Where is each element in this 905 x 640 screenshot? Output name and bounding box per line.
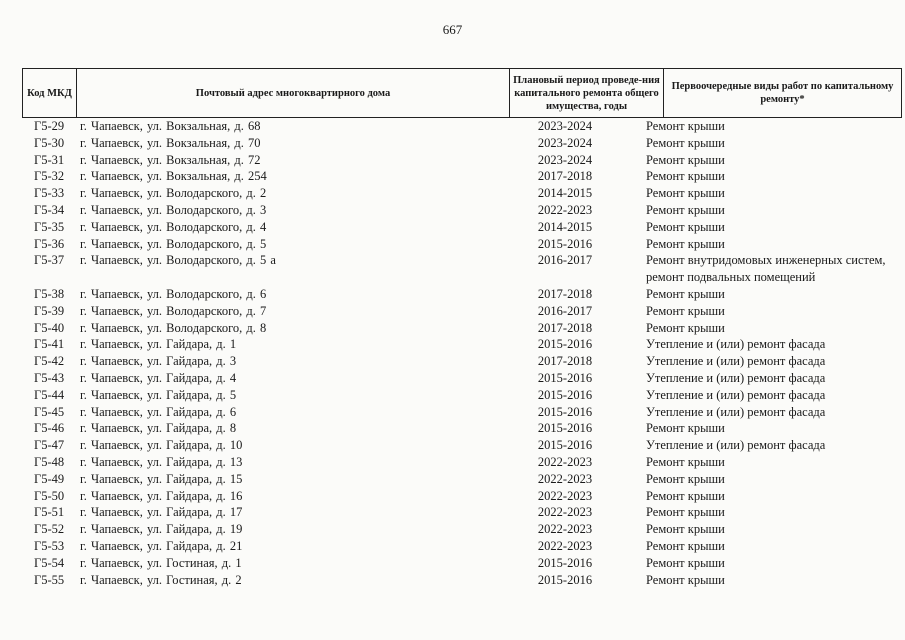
row-address: г. Чапаевск, ул. Гостиная, д. 1: [80, 555, 242, 570]
table-row: [0, 437, 905, 454]
row-period: 2015-2016: [537, 404, 593, 419]
row-period: 2015-2016: [537, 387, 593, 402]
row-address: г. Чапаевск, ул. Гайдара, д. 16: [80, 488, 243, 503]
table-row: [0, 185, 905, 202]
table-row: [0, 236, 905, 253]
row-work: Ремонт крыши: [646, 572, 725, 587]
row-period: 2015-2016: [537, 438, 593, 453]
row-code: Г5-34: [34, 202, 65, 217]
table-row: [0, 118, 905, 135]
row-address: г. Чапаевск, ул. Гайдара, д. 8: [80, 421, 237, 436]
row-work: Ремонт крыши: [646, 320, 725, 335]
table-row: [0, 471, 905, 488]
row-address: г. Чапаевск, ул. Володарского, д. 8: [80, 320, 267, 335]
table-row: [0, 168, 905, 185]
row-work: Ремонт крыши: [646, 555, 725, 570]
row-period: 2023-2024: [537, 152, 593, 167]
row-code: Г5-55: [34, 572, 65, 587]
row-work: Ремонт крыши: [646, 522, 725, 537]
row-code: Г5-36: [34, 236, 65, 251]
row-code: Г5-51: [34, 505, 65, 520]
header-code: Код МКД: [22, 69, 77, 117]
table-row: [0, 555, 905, 572]
row-address: г. Чапаевск, ул. Вокзальная, д. 72: [80, 152, 261, 167]
row-period: 2017-2018: [537, 169, 593, 184]
row-code: Г5-44: [34, 387, 65, 402]
table-row: [0, 303, 905, 320]
row-address: г. Чапаевск, ул. Гайдара, д. 5: [80, 387, 237, 402]
row-address: г. Чапаевск, ул. Володарского, д. 7: [80, 303, 267, 318]
row-code: Г5-31: [34, 152, 65, 167]
row-period: 2015-2016: [537, 572, 593, 587]
row-period: 2023-2024: [537, 135, 593, 150]
table-row: [0, 420, 905, 437]
row-work: Ремонт внутридомовых инженерных систем, ремонт подвальных помещений: [646, 253, 886, 285]
table-row: [0, 252, 905, 286]
row-code: Г5-35: [34, 219, 65, 234]
row-work: Ремонт крыши: [646, 135, 725, 150]
row-address: г. Чапаевск, ул. Гайдара, д. 6: [80, 404, 237, 419]
row-code: Г5-54: [34, 555, 65, 570]
row-address: г. Чапаевск, ул. Гайдара, д. 15: [80, 471, 243, 486]
table-row: [0, 504, 905, 521]
table-row: [0, 538, 905, 555]
row-work: Ремонт крыши: [646, 119, 725, 133]
row-code: Г5-53: [34, 538, 65, 553]
row-work: Ремонт крыши: [646, 169, 725, 184]
row-work: Ремонт крыши: [646, 471, 725, 486]
row-address: г. Чапаевск, ул. Володарского, д. 5 а: [80, 253, 276, 268]
row-work: Ремонт крыши: [646, 488, 725, 503]
row-address: г. Чапаевск, ул. Гайдара, д. 19: [80, 522, 243, 537]
row-period: 2015-2016: [537, 421, 593, 436]
row-period: 2022-2023: [537, 488, 593, 503]
row-work: Ремонт крыши: [646, 152, 725, 167]
row-work: Ремонт крыши: [646, 202, 725, 217]
row-period: 2022-2023: [537, 454, 593, 469]
row-address: г. Чапаевск, ул. Гайдара, д. 21: [80, 538, 243, 553]
row-period: 2015-2016: [537, 555, 593, 570]
row-work: Утепление и (или) ремонт фасада: [646, 354, 826, 369]
row-work: Утепление и (или) ремонт фасада: [646, 370, 826, 385]
row-period: 2016-2017: [537, 253, 593, 268]
row-code: Г5-38: [34, 286, 65, 301]
row-address: г. Чапаевск, ул. Володарского, д. 2: [80, 186, 267, 201]
row-code: Г5-50: [34, 488, 65, 503]
row-address: г. Чапаевск, ул. Володарского, д. 4: [80, 219, 267, 234]
row-period: 2017-2018: [537, 320, 593, 335]
table-row: [0, 286, 905, 303]
row-code: Г5-47: [34, 438, 65, 453]
row-period: 2014-2015: [537, 219, 593, 234]
row-code: Г5-37: [34, 253, 65, 268]
row-work: Ремонт крыши: [646, 303, 725, 318]
row-address: г. Чапаевск, ул. Гостиная, д. 2: [80, 572, 242, 587]
table-row: [0, 320, 905, 337]
row-period: 2015-2016: [537, 236, 593, 251]
row-code: Г5-41: [34, 337, 65, 352]
table-header: [22, 68, 902, 118]
row-address: г. Чапаевск, ул. Гайдара, д. 13: [80, 454, 243, 469]
row-code: Г5-40: [34, 320, 65, 335]
row-address: г. Чапаевск, ул. Гайдара, д. 10: [80, 438, 243, 453]
page-number: 667: [442, 22, 463, 37]
table-row: [0, 488, 905, 505]
row-address: г. Чапаевск, ул. Гайдара, д. 4: [80, 370, 237, 385]
row-work: Ремонт крыши: [646, 421, 725, 436]
row-work: Утепление и (или) ремонт фасада: [646, 387, 826, 402]
row-address: г. Чапаевск, ул. Володарского, д. 5: [80, 236, 267, 251]
row-period: 2022-2023: [537, 522, 593, 537]
row-work: Утепление и (или) ремонт фасада: [646, 438, 826, 453]
row-work: Ремонт крыши: [646, 186, 725, 201]
row-code: Г5-43: [34, 370, 65, 385]
row-address: г. Чапаевск, ул. Гайдара, д. 3: [80, 354, 237, 369]
row-period: 2014-2015: [537, 186, 593, 201]
row-code: Г5-45: [34, 404, 65, 419]
table-body: [0, 118, 905, 588]
table-row: [0, 572, 905, 589]
row-period: 2022-2023: [537, 202, 593, 217]
table-row: [0, 336, 905, 353]
row-code: Г5-30: [34, 135, 65, 150]
row-code: Г5-42: [34, 354, 65, 369]
table-row: [0, 353, 905, 370]
table-row: [0, 152, 905, 169]
row-work: Ремонт крыши: [646, 454, 725, 469]
row-code: Г5-33: [34, 186, 65, 201]
row-period: 2015-2016: [537, 337, 593, 352]
row-code: Г5-32: [34, 169, 65, 184]
table-row: [0, 135, 905, 152]
table-row: [0, 370, 905, 387]
row-period: 2015-2016: [537, 370, 593, 385]
row-work: Ремонт крыши: [646, 286, 725, 301]
row-work: Ремонт крыши: [646, 538, 725, 553]
row-period: 2022-2023: [537, 471, 593, 486]
table-row: [0, 202, 905, 219]
row-period: 2016-2017: [537, 303, 593, 318]
row-address: г. Чапаевск, ул. Гайдара, д. 17: [80, 505, 243, 520]
header-address: Почтовый адрес многоквартирного дома: [77, 69, 510, 117]
table-row: [0, 521, 905, 538]
row-address: г. Чапаевск, ул. Вокзальная, д. 68: [80, 119, 261, 133]
row-work: Утепление и (или) ремонт фасада: [646, 404, 826, 419]
header-works: Первоочередные виды работ по капитальному ремонту*: [664, 69, 902, 117]
row-code: Г5-29: [34, 119, 65, 133]
row-work: Ремонт крыши: [646, 505, 725, 520]
row-code: Г5-46: [34, 421, 65, 436]
row-address: г. Чапаевск, ул. Вокзальная, д. 70: [80, 135, 261, 150]
row-code: Г5-48: [34, 454, 65, 469]
row-period: 2022-2023: [537, 538, 593, 553]
row-work: Ремонт крыши: [646, 219, 725, 234]
header-period: Плановый период проведе-ния капитального ремонта общего имущества, годы: [510, 69, 664, 117]
row-address: г. Чапаевск, ул. Володарского, д. 6: [80, 286, 267, 301]
table-row: [0, 404, 905, 421]
row-work: Утепление и (или) ремонт фасада: [646, 337, 826, 352]
row-address: г. Чапаевск, ул. Володарского, д. 3: [80, 202, 267, 217]
row-code: Г5-39: [34, 303, 65, 318]
row-work: Ремонт крыши: [646, 236, 725, 251]
row-address: г. Чапаевск, ул. Гайдара, д. 1: [80, 337, 237, 352]
row-address: г. Чапаевск, ул. Вокзальная, д. 254: [80, 169, 267, 184]
table-row: [0, 219, 905, 236]
row-period: 2017-2018: [537, 286, 593, 301]
table-row: [0, 454, 905, 471]
row-code: Г5-52: [34, 522, 65, 537]
row-period: 2023-2024: [537, 119, 593, 133]
row-code: Г5-49: [34, 471, 65, 486]
table-row: [0, 387, 905, 404]
row-period: 2022-2023: [537, 505, 593, 520]
row-period: 2017-2018: [537, 354, 593, 369]
